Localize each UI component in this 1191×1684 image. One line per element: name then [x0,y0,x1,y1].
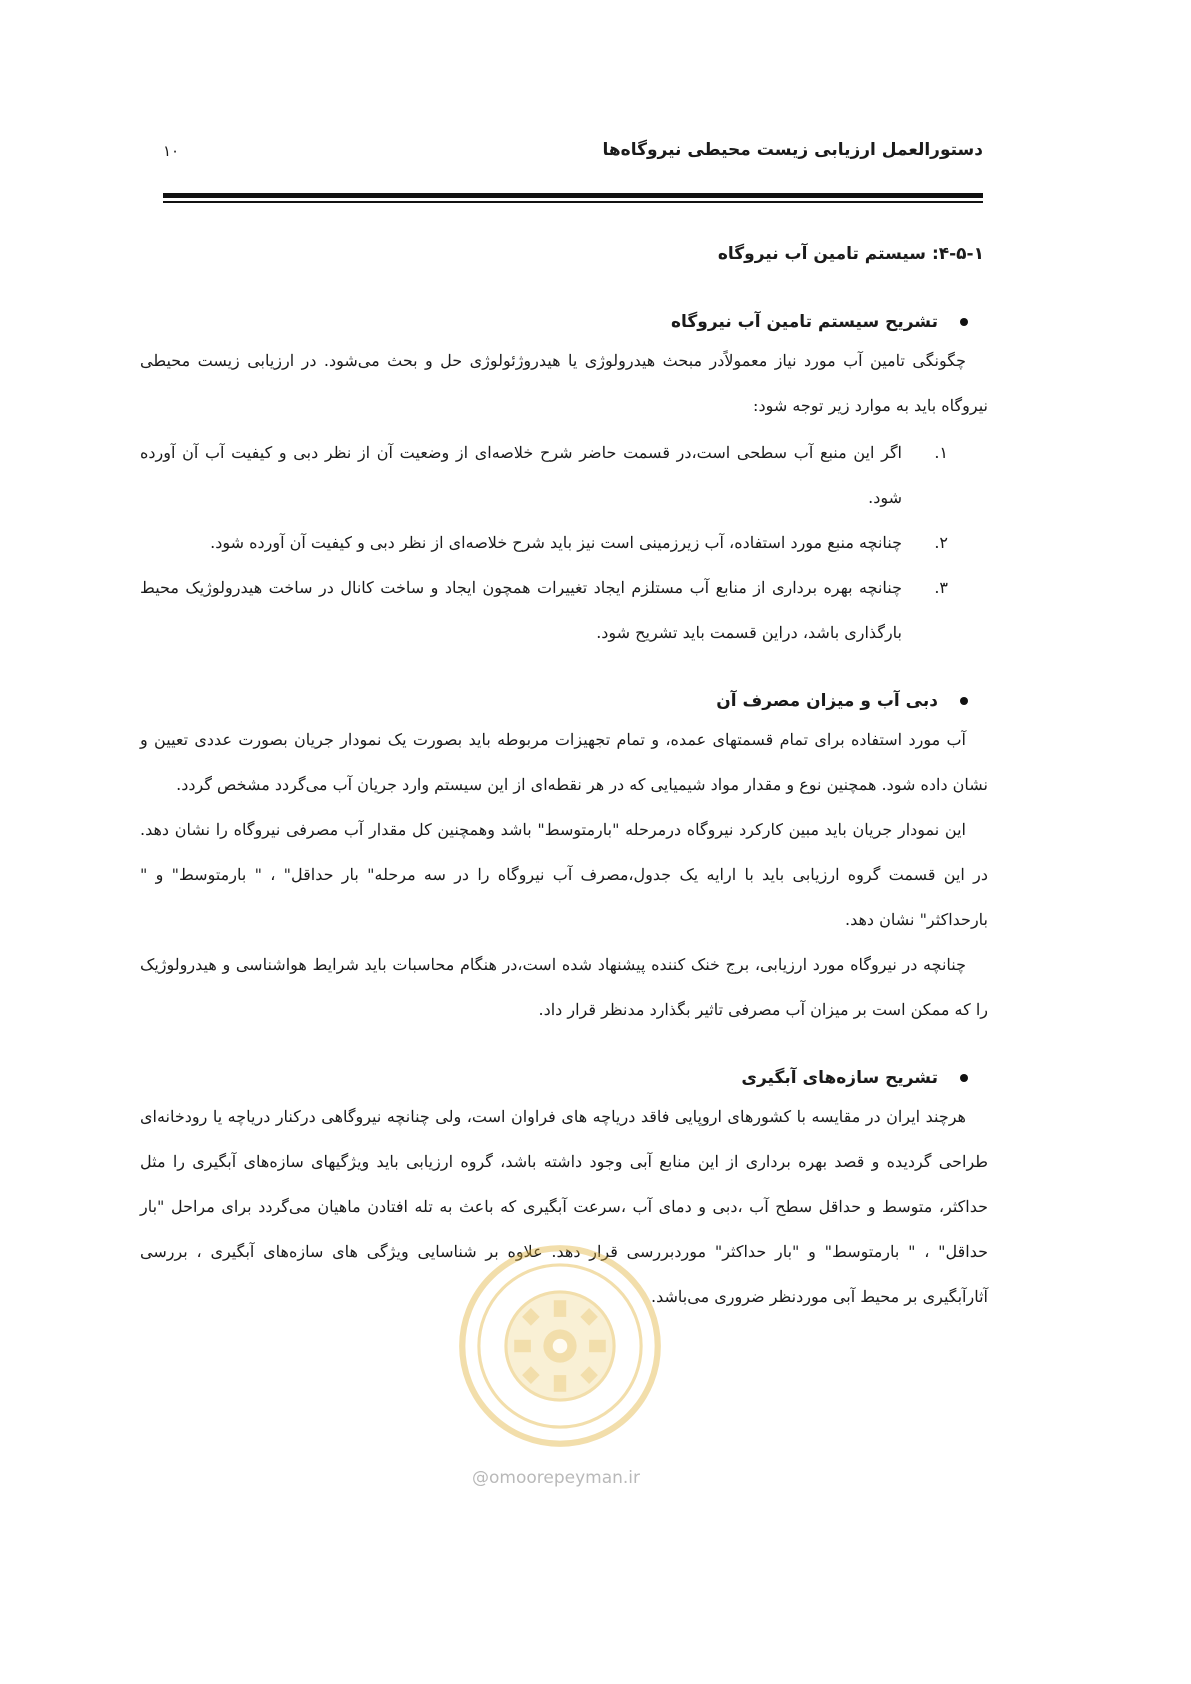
spacer [140,655,988,691]
list-number: ۲. [934,533,948,552]
subsection-heading-water-supply [140,312,988,332]
subsection-title: تشریح سیستم تامین آب نیروگاه [670,312,938,332]
section-title: ۴-۵-۱: سیستم تامین آب نیروگاه [717,244,984,264]
list-number: ۳. [934,578,948,597]
list-number: ۱. [934,443,948,462]
list-item-text: چنانچه بهره برداری از منابع آب مستلزم ایجاد تغییرات همچون ایجاد و ساخت کانال در ساخت هیدرولوژیک محیط بارگذاری باشد، دراین قسمت باید تشریح شود. [140,578,902,642]
bullet-icon [960,1074,968,1082]
running-header [163,140,983,174]
subsection-heading-water-flow [140,691,988,711]
list-item-text: اگر این منبع آب سطحی است،در قسمت حاضر شرح خلاصه‌ای از وضعیت آن از نظر دبی و کیفیت آب آن آورده شود. [140,443,903,507]
subsection-title: دبی آب و میزان مصرف آن [716,691,938,711]
paragraph: هرچند ایران در مقایسه با کشورهای اروپایی فاقد دریاچه های فراوان است، ولی چنانچه نیروگاهی درکنار دریاچه یا رودخانه‌ای طراحی گردیده و قصد بهره برداری از این منابع آبی وجود داشته باشد، گروه ارزیابی باید ویژگیهای سازه‌های آبگیری را مثل حداکثر، متوسط و حداقل سطح آب ،دبی و دمای آب ،سرعت آبگیری که باعث به تله افتادن ماهیان می‌گردد برای مراحل "بار حداقل" ، " بارمتوسط" و "بار حداکثر" موردبررسی قرار دهد. علاوه بر شناسایی ویژگی های سازه‌های آبگیری ، بررسی آثارآبگیری بر محیط آبی موردنظر ضروری می‌باشد. [140,1107,989,1306]
paragraph: آب مورد استفاده برای تمام قسمتهای عمده، و تمام تجهیزات مربوطه باید بصورت یک نمودار جریان بصورت عددی تعیین و نشان داده شود. همچنین نوع و مقدار مواد شیمیایی که در هر نقطه‌ای از این سیستم وارد جریان آب می‌گردد مشخص گردد. [140,730,988,794]
subsection-heading-intake-structures [140,1068,988,1088]
list-item [140,520,988,565]
header-rule-thin [163,201,983,203]
numbered-list [140,430,988,655]
page-number: ۱۰ [163,142,180,160]
main-content [140,244,988,1319]
list-item-text: چنانچه منبع مورد استفاده، آب زیرزمینی است نیز باید شرح خلاصه‌ای از نظر دبی و کیفیت آن آورده شود. [210,533,902,552]
bullet-icon [960,318,968,326]
header-rule-thick [163,193,983,198]
paragraph: چنانچه در نیروگاه مورد ارزیابی، برج خنک کننده پیشنهاد شده است،در هنگام محاسبات باید شرایط هواشناسی و هیدرولوژیک را که ممکن است بر میزان آب مصرفی تاثیر بگذارد مدنظر قرار داد. [140,955,988,1019]
watermark-text: @omoorepeyman.ir [472,1468,641,1488]
spacer [140,1032,988,1068]
bullet-icon [960,697,968,705]
header-title: دستورالعمل ارزیابی زیست محیطی نیروگاه‌ها [602,140,983,160]
paragraph: این نمودار جریان باید مبین کارکرد نیروگاه درمرحله "بارمتوسط" باشد وهمچنین کل مقدار آب مصرفی نیروگاه را نشان دهد. در این قسمت گروه ارزیابی باید با ارایه یک جدول،مصرف آب نیروگاه را در سه مرحله" بار حداقل" ، " بارمتوسط" و " بارحداکثر" نشان دهد. [140,820,988,929]
list-item [140,430,988,520]
paragraph: چگونگی تامین آب مورد نیاز معمولاًدر مبحث هیدرولوژی یا هیدروژئولوژی حل و بحث می‌شود. در ارزیابی زیست محیطی نیروگاه باید به موارد زیر توجه شود: [140,351,988,415]
list-item [140,565,988,655]
subsection-title: تشریح سازه‌های آبگیری [741,1068,938,1088]
